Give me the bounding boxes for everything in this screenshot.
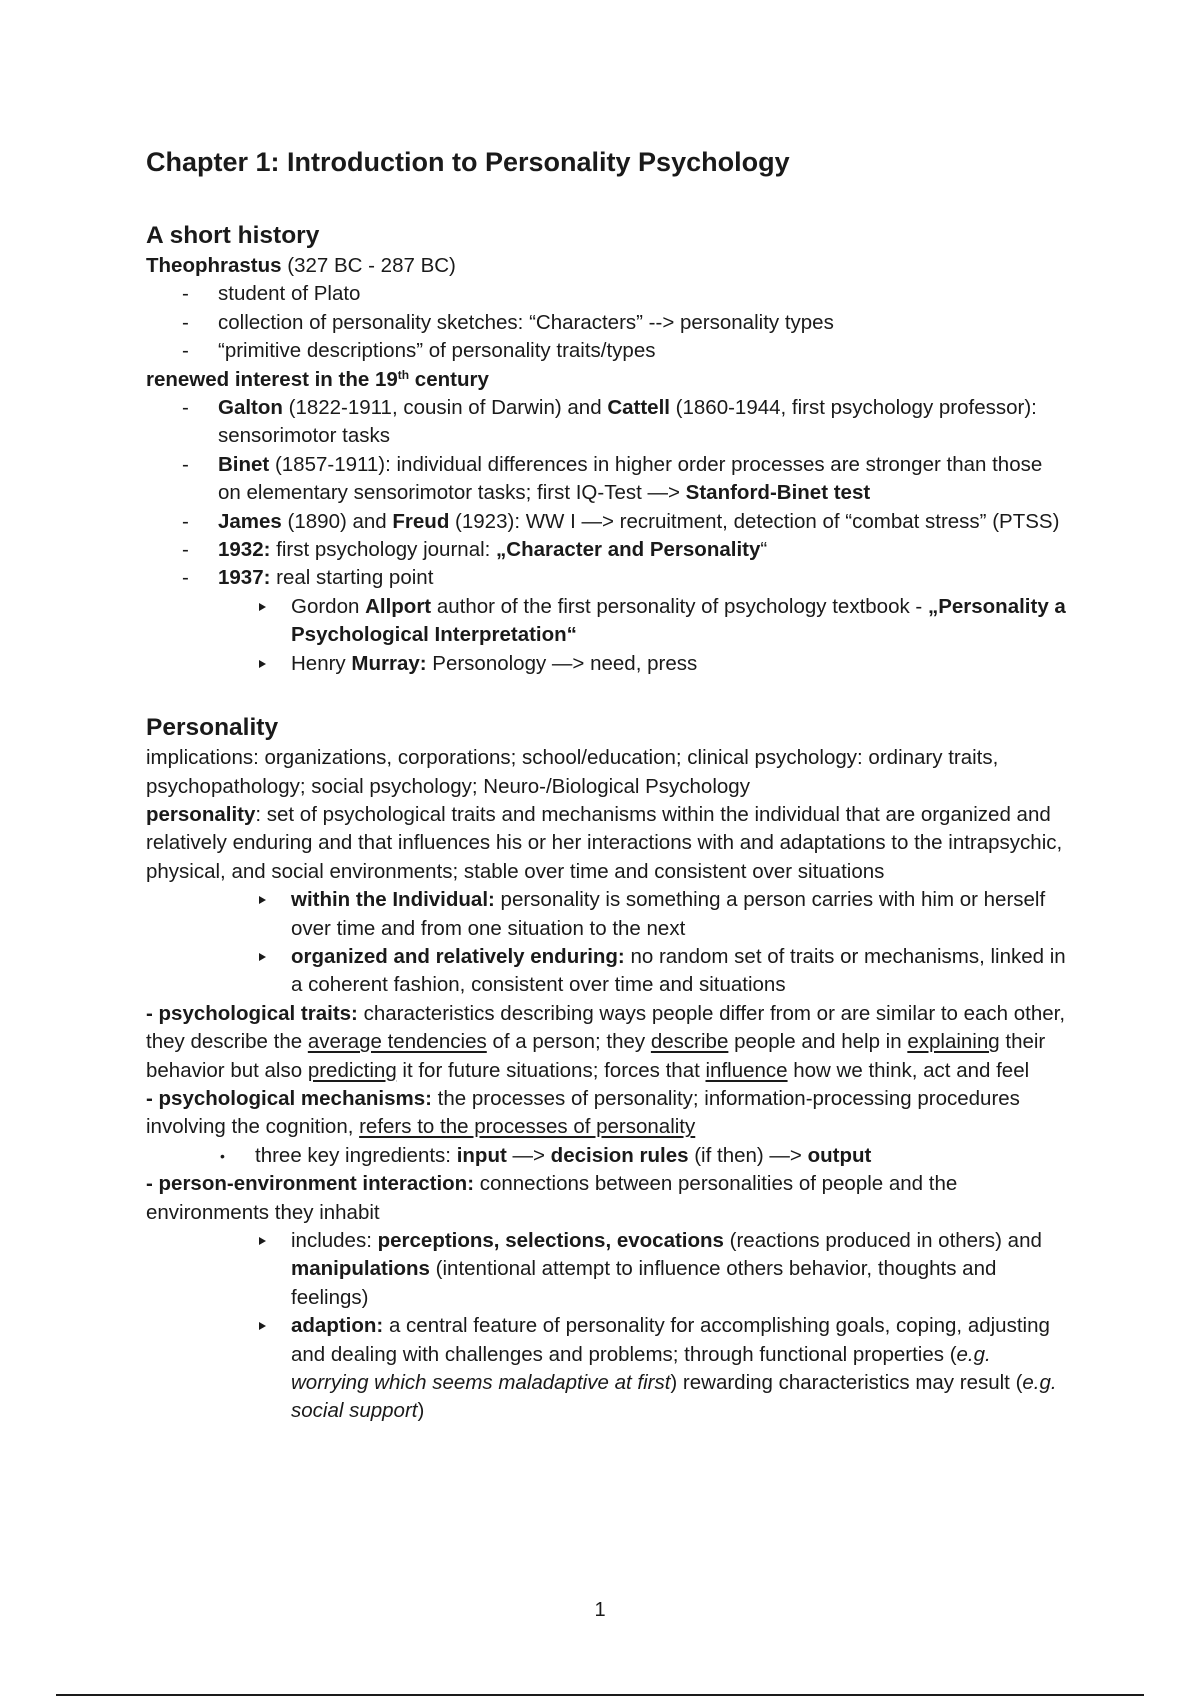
list-item-1937: - 1937: real starting point <box>146 564 1066 592</box>
list-item-organized: organized and relatively enduring: no random set of traits or mechanisms, linked in a coherent fashion, consistent over time and situations <box>146 943 1066 1000</box>
psychological-traits-text: - psychological traits: characteristics describing ways people differ from or are similar to each other, they describe the average tendencies of a person; they describe people and help in explaining their behavior but also predicting it for future situations; forces that influence how we think, act and feel <box>146 1001 1066 1082</box>
list-item-galton: - Galton (1822-1911, cousin of Darwin) and Cattell (1860-1944, first psychology professor): sensorimotor tasks <box>146 394 1066 451</box>
list-item-adaption: adaption: a central feature of personality for accomplishing goals, coping, adjusting and dealing with challenges and problems; through functional properties (e.g. worrying which seems maladaptive at first) rewarding characteristics may result (e.g. social support) <box>146 1312 1066 1426</box>
list-item-includes: includes: perceptions, selections, evocations (reactions produced in others) and manipulations (intentional attempt to influence others behavior, thoughts and feelings) <box>146 1227 1066 1312</box>
list-item-ingredients: • three key ingredients: input —> decision rules (if then) —> output <box>146 1142 1066 1170</box>
chapter-title: Chapter 1: Introduction to Personality Psychology <box>146 147 790 177</box>
personality-definition: personality: set of psychological traits and mechanisms within the individual that are organized and relatively enduring and that influences his or her interactions with and adaptations to the intrapsychic, physical, and social environments; stable over time and consistent over situations <box>146 802 1063 883</box>
page-number: 1 <box>594 1599 606 1621</box>
implications-text: implications: organizations, corporations; school/education; clinical psychology: ordinary traits, psychopathology; social psychology; Neuro-/Biological Psychology <box>146 746 999 798</box>
list-item: - student of Plato <box>146 280 1066 308</box>
theophrastus-list <box>146 280 1066 365</box>
interaction-sublist <box>146 1227 1066 1426</box>
list-item-james: - James (1890) and Freud (1923): WW I —> recruitment, detection of “combat stress” (PTSS) <box>146 508 1066 536</box>
history-heading: A short history <box>146 222 320 249</box>
renewed-interest-heading: renewed interest in the 19th century <box>146 367 489 391</box>
psychological-mechanisms-text: - psychological mechanisms: the processes of personality; information-processing procedures involving the cognition, refers to the processes of personality <box>146 1086 1020 1139</box>
renewed-interest-list <box>146 394 1066 593</box>
list-item-within: within the Individual: personality is something a person carries with him or herself over time and from one situation to the next <box>146 886 1066 943</box>
list-item-murray: Henry Murray: Personology —> need, press <box>146 650 1066 678</box>
theophrastus-line: Theophrastus (327 BC - 287 BC) <box>146 254 456 277</box>
list-item-1932: - 1932: first psychology journal: „Character and Personality“ <box>146 536 1066 564</box>
page-bottom-rule <box>56 1694 1144 1696</box>
document-page <box>146 144 1066 1426</box>
personality-heading: Personality <box>146 714 279 742</box>
list-item-binet: - Binet (1857-1911): individual differences in higher order processes are stronger than those on elementary sensorimotor tasks; first IQ-Test —> Stanford-Binet test <box>146 451 1066 508</box>
person-environment-text: - person-environment interaction: connections between personalities of people and the environments they inhabit <box>146 1172 958 1224</box>
list-item: - collection of personality sketches: “Characters” --> personality types <box>146 309 1066 337</box>
list-item: - “primitive descriptions” of personality traits/types <box>146 337 1066 365</box>
mechanisms-sublist <box>146 1142 1066 1170</box>
definition-sublist <box>146 886 1066 1000</box>
1937-sublist <box>146 593 1066 678</box>
list-item-allport: Gordon Allport author of the first personality of psychology textbook - „Personality a Psychological Interpretation“ <box>146 593 1066 650</box>
